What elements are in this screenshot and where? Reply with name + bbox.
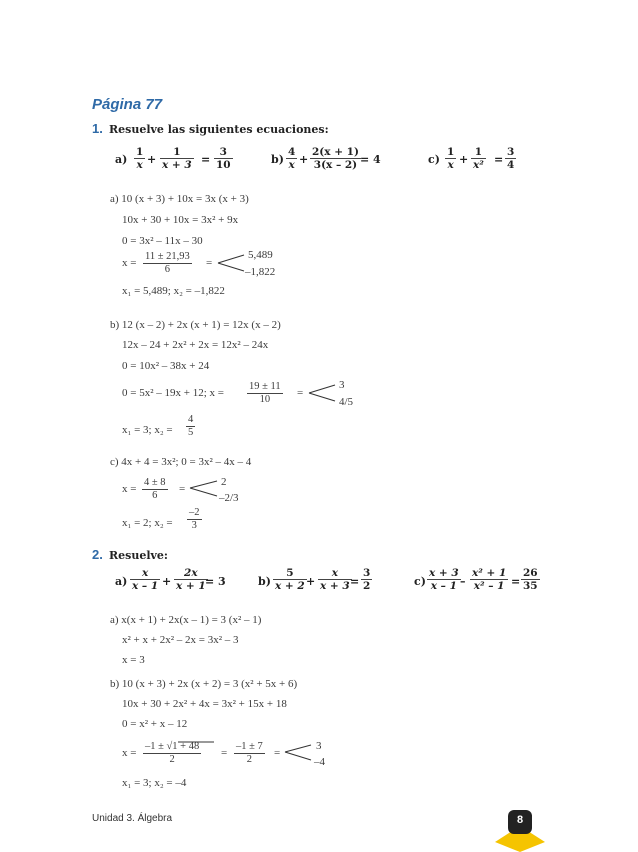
q2-eq-a-frac1: $\frac{x}{x - 1}$: [132, 567, 159, 592]
q1-sol-a-x-eq: x =: [122, 257, 137, 269]
q1-sol-b-root1: 3: [339, 379, 345, 391]
q2-eq-c-equals: =: [511, 575, 521, 588]
q1-sol-b-line2: 12x – 24 + 2x² + 2x = 12x² – 24x: [122, 339, 269, 351]
q2-sol-b-line1: b) 10 (x + 3) + 2x (x + 2) = 3 (x² + 5x + 6): [110, 678, 298, 690]
q1-eq-b-rhs: = 4: [360, 153, 381, 166]
q1-eq-a-frac3: $\frac{3}{10}$: [216, 146, 231, 171]
q2-eq-c-frac3: $\frac{26}{35}$: [523, 567, 538, 592]
q2-eq-c-frac2: $\frac{\text{x² + 1}}{\text{x² – 1}}$: [472, 567, 507, 592]
q2-sol-a-line1: a) x(x + 1) + 2x(x – 1) = 3 (x² – 1): [110, 614, 262, 626]
q2-sol-b-eq2: =: [221, 747, 228, 759]
branch-line: [285, 745, 311, 752]
q2-sol-a-line3: x = 3: [122, 654, 145, 666]
q1-sol-c-line1: c) 4x + 4 = 3x²; 0 = 3x² – 4x – 4: [110, 456, 252, 468]
q1-eq-c-frac2: $\frac{1}{\text{x²}}$: [473, 146, 484, 171]
page-header: Página 77: [92, 96, 163, 113]
q1-eq-c-frac3: $\frac{3}{4}$: [507, 146, 515, 171]
q1-sol-a-result: x₁ = 5,489; x₂ = –1,822: [122, 285, 225, 297]
q1-number: 1.: [92, 121, 103, 136]
q2-sol-b-formula: $\frac{-1 \pm √1 + 48}{2}$: [145, 741, 200, 765]
q2-eq-c-frac1: $\frac{x + 3}{x - 1}$: [429, 567, 459, 592]
q1-eq-a-label: a): [115, 153, 128, 166]
branch-line: [190, 481, 217, 488]
q1-sol-b-formula: $\frac{19 \pm 11}{10}$: [249, 381, 281, 405]
q1-sol-a-root2: –1,822: [245, 266, 276, 278]
q1-sol-b-result-frac: $\frac{4}{5}$: [188, 414, 194, 438]
q2-sol-b-formula2: $\frac{-1 \pm 7}{2}$: [236, 741, 263, 765]
q1-sol-c-result-frac: $\frac{-2}{3}$: [189, 507, 200, 531]
q1-sol-b-line4: 0 = 5x² – 19x + 12; x =: [122, 387, 224, 399]
q1-sol-c-root2: –2/3: [219, 492, 239, 504]
q1-sol-a-formula: $\frac{11 \pm 21,93}{6}$: [145, 251, 190, 275]
q1-sol-c-result: x₁ = 2; x₂ =: [122, 517, 173, 529]
q2-eq-c-label: c): [414, 575, 426, 588]
q1-sol-b-root2: 4/5: [339, 396, 354, 408]
q1-eq-b-frac1: $\frac{4}{x}$: [288, 146, 296, 171]
branch-line: [218, 255, 244, 263]
q1-sol-b-eq2: =: [297, 387, 304, 399]
q2-sol-b-eq3: =: [274, 747, 281, 759]
q2-eq-b-frac3: $\frac{3}{2}$: [363, 567, 371, 592]
q2-eq-b-frac1: $\frac{5}{x + 2}$: [275, 567, 305, 592]
q2-eq-a-rhs: = 3: [205, 575, 226, 588]
q2-sol-b-line3: 0 = x² + x – 12: [122, 718, 188, 730]
q1-prompt: Resuelve las siguientes ecuaciones:: [109, 123, 329, 136]
q1-eq-a-equals: =: [201, 153, 211, 166]
branch-line: [309, 393, 335, 401]
q1-sol-a-line1: a) 10 (x + 3) + 10x = 3x (x + 3): [110, 193, 249, 205]
q2-eq-a-label: a): [115, 575, 128, 588]
q1-sol-c-formula: $\frac{4 \pm 8}{6}$: [144, 477, 166, 501]
q2-eq-c-minus: –: [460, 575, 466, 588]
q1-sol-a-root1: 5,489: [248, 249, 273, 261]
q2-eq-b-label: b): [258, 575, 271, 588]
q1-sol-c-x-eq: x =: [122, 483, 137, 495]
q2-eq-a-frac2: $\frac{2x}{x + 1}$: [176, 567, 206, 592]
q2-number: 2.: [92, 547, 103, 562]
branch-line: [190, 488, 217, 496]
q1-eq-b-frac2: $\frac{2(x + 1)}{3(x - 2)}$: [312, 146, 359, 171]
q2-sol-b-result: x₁ = 3; x₂ = –4: [122, 777, 187, 789]
q1-sol-a-eq2: =: [206, 257, 213, 269]
q2-eq-b-plus: +: [306, 575, 316, 588]
q1-eq-a-plus: +: [147, 153, 157, 166]
page-number: 8: [516, 814, 524, 826]
q2-prompt: Resuelve:: [109, 549, 168, 562]
q1-eq-c-plus: +: [459, 153, 469, 166]
q1-sol-b-line1: b) 12 (x – 2) + 2x (x + 1) = 12x (x – 2): [110, 319, 281, 331]
q1-eq-c-frac1: $\frac{1}{x}$: [447, 146, 455, 171]
branch-line: [218, 263, 244, 271]
q1-eq-b-label: b): [271, 153, 284, 166]
q2-eq-b-equals: =: [350, 575, 360, 588]
q2-eq-b-frac2: $\frac{x}{x + 3}$: [320, 567, 350, 592]
q2-sol-b-line2: 10x + 30 + 2x² + 4x = 3x² + 15x + 18: [122, 698, 287, 710]
q2-eq-a-plus: +: [162, 575, 172, 588]
q1-eq-c-label: c): [428, 153, 440, 166]
q2-sol-b-root2: –4: [314, 756, 325, 768]
q2-sol-a-line2: x² + x + 2x² – 2x = 3x² – 3: [122, 634, 239, 646]
q1-eq-a-frac1: $\frac{1}{x}$: [136, 146, 144, 171]
branch-line: [309, 385, 335, 393]
q1-sol-c-eq2: =: [179, 483, 186, 495]
q1-sol-b-result: x₁ = 3; x₂ =: [122, 424, 173, 436]
footer-unit: Unidad 3. Álgebra: [92, 813, 173, 824]
q1-sol-a-line2: 10x + 30 + 10x = 3x² + 9x: [122, 214, 239, 226]
branch-line: [285, 752, 311, 760]
q1-eq-c-equals: =: [494, 153, 504, 166]
q1-sol-b-line3: 0 = 10x² – 38x + 24: [122, 360, 210, 372]
q2-sol-b-root1: 3: [316, 740, 322, 752]
q1-sol-c-root1: 2: [221, 476, 227, 488]
q1-sol-a-line3: 0 = 3x² – 11x – 30: [122, 235, 203, 247]
q1-eq-a-frac2: $\frac{1}{x + 3}$: [162, 146, 192, 171]
q1-eq-b-plus: +: [299, 153, 309, 166]
q2-sol-b-x-eq: x =: [122, 747, 137, 759]
